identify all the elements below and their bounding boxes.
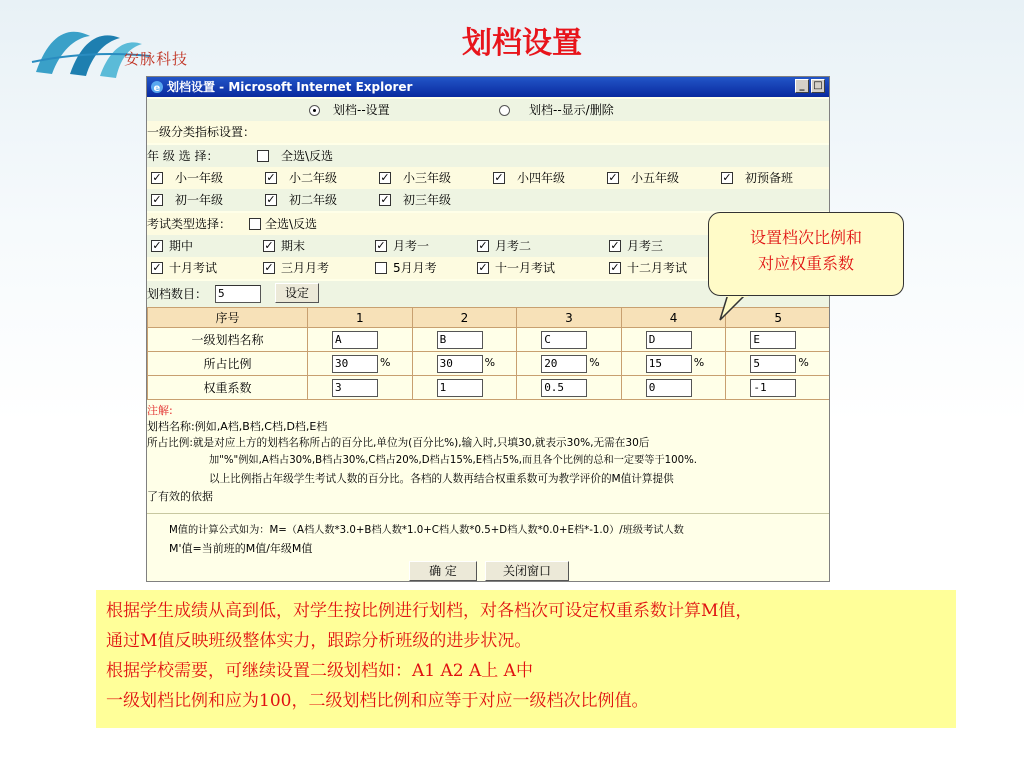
exam-label: 月考三 — [627, 239, 664, 253]
exam-select-label: 考试类型选择： — [147, 217, 232, 231]
grade-name-input[interactable]: D — [646, 331, 692, 349]
grade-name-input[interactable]: B — [437, 331, 483, 349]
notes-title: 注解: — [147, 404, 173, 417]
exam-checkbox[interactable]: ✓ — [610, 239, 620, 252]
exam-label: 三月月考 — [281, 261, 330, 275]
minimize-button[interactable]: _ — [795, 79, 809, 93]
percent-unit: % — [380, 356, 391, 369]
weight-input[interactable]: 1 — [437, 379, 483, 397]
exam-toggle-all-label[interactable]: 全选\反选 — [265, 217, 318, 231]
weight-input[interactable]: -1 — [750, 379, 796, 397]
percent-input[interactable]: 30 — [332, 355, 378, 373]
table-row-names — [148, 328, 831, 352]
grade-checkbox[interactable]: ✓ — [266, 171, 276, 184]
set-count-button[interactable]: 设定 — [275, 283, 319, 303]
percent-input[interactable]: 15 — [646, 355, 692, 373]
grade-row-2 — [147, 189, 829, 211]
table-row-percent — [148, 352, 831, 376]
grade-label: 初预备班 — [745, 171, 794, 185]
percent-unit: % — [589, 356, 600, 369]
weight-input[interactable]: 0 — [646, 379, 692, 397]
exam-checkbox[interactable]: ✓ — [478, 261, 488, 274]
exam-label: 十一月考试 — [495, 261, 556, 275]
percent-input[interactable]: 20 — [541, 355, 587, 373]
mode-radio-show[interactable] — [499, 105, 510, 116]
grade-label: 初二年级 — [289, 193, 338, 207]
grade-checkbox[interactable]: ✓ — [380, 171, 390, 184]
weight-input[interactable]: 3 — [332, 379, 378, 397]
exam-checkbox[interactable]: ✓ — [478, 239, 488, 252]
grade-label: 小一年级 — [175, 171, 224, 185]
window-title: 划档设置 - Microsoft Internet Explorer — [167, 80, 413, 94]
count-label: 划档数目： — [147, 287, 208, 301]
callout-line: 对应权重系数 — [757, 254, 854, 273]
mode-radio-setup[interactable] — [309, 105, 320, 116]
exam-label: 十二月考试 — [627, 261, 688, 275]
callout-tail-icon — [718, 294, 758, 322]
formula-line: M值的计算公式如为：M=（A档人数*3.0+B档人数*1.0+C档人数*0.5+D档人数*0.0+E档*-1.0）/班级考试人数 — [169, 525, 684, 536]
window-titlebar[interactable] — [147, 77, 829, 97]
description-line: 根据学校需要，可继续设置二级划档如：A1 A2 A上 A中 — [106, 661, 533, 681]
row-label: 所占比例 — [148, 352, 308, 376]
ie-icon — [150, 80, 164, 94]
exam-label: 月考一 — [393, 239, 430, 253]
notes-line: 所占比例:就是对应上方的划档名称所占的百分比,单位为(百分比%),输入时,只填30,就表示30%,无需在30后 — [147, 437, 650, 449]
exam-checkbox[interactable]: ✓ — [152, 239, 162, 252]
table-header-cell: 4 — [621, 308, 726, 328]
grade-row-1 — [147, 167, 829, 189]
grade-label: 小四年级 — [517, 171, 566, 185]
grade-label: 小三年级 — [403, 171, 452, 185]
notes-line: 加"%"例如,A档占30%,B档占30%,C档占20%,D档占15%,E档占5%,而且各个比例的总和一定要等于100%. — [209, 455, 697, 466]
ie-window — [146, 76, 830, 582]
notes-line: 以上比例指占年级学生考试人数的百分比。各档的人数再结合权重系数可为教学评价的M值计算提供 — [209, 473, 674, 485]
table-header-cell: 5 — [726, 308, 830, 328]
logo-text: 安脉科技 — [124, 50, 189, 68]
mode-row — [147, 99, 829, 121]
description-line: 通过M值反映班级整体实力，跟踪分析班级的进步状况。 — [106, 631, 532, 651]
slide-title: 划档设置 — [462, 26, 582, 61]
weight-input[interactable]: 0.5 — [541, 379, 587, 397]
grade-checkbox[interactable]: ✓ — [152, 193, 162, 206]
exam-label: 十月考试 — [169, 261, 218, 275]
grade-checkbox[interactable]: ✓ — [152, 171, 162, 184]
ok-button[interactable]: 确 定 — [409, 561, 477, 581]
description-line: 根据学生成绩从高到低，对学生按比例进行划档，对各档次可设定权重系数计算M值， — [106, 601, 753, 621]
exam-toggle-all-checkbox[interactable] — [249, 218, 261, 230]
exam-checkbox[interactable]: ✓ — [264, 261, 274, 274]
description-line: 一级划档比例和应为100，二级划档比例和应等于对应一级档次比例值。 — [106, 691, 649, 711]
exam-checkbox[interactable]: ✓ — [610, 261, 620, 274]
exam-checkbox[interactable]: ✓ — [264, 239, 274, 252]
mode-option-setup[interactable]: 划档--设置 — [333, 103, 390, 117]
exam-label: 5月月考 — [393, 261, 437, 275]
exam-label: 期中 — [169, 239, 194, 253]
notes-line: 划档名称:例如,A档,B档,C档,D档,E档 — [147, 420, 328, 433]
table-header-cell: 1 — [308, 308, 413, 328]
grade-name-input[interactable]: E — [750, 331, 796, 349]
grade-checkbox[interactable]: ✓ — [608, 171, 618, 184]
notes-line: 了有效的依据 — [147, 490, 213, 503]
svg-text:e: e — [153, 83, 161, 94]
exam-label: 期末 — [281, 239, 306, 253]
exam-checkbox[interactable]: ✓ — [376, 239, 386, 252]
grade-checkbox[interactable]: ✓ — [722, 171, 732, 184]
grade-label: 小二年级 — [289, 171, 338, 185]
percent-input[interactable]: 5 — [750, 355, 796, 373]
percent-unit: % — [693, 356, 705, 369]
grade-label: 初一年级 — [175, 193, 224, 207]
table-row-weight — [148, 376, 831, 400]
grade-select-label: 年 级 选 择： — [147, 149, 219, 163]
percent-unit: % — [484, 356, 496, 369]
row-label: 一级划档名称 — [148, 328, 308, 352]
callout-bubble — [708, 212, 904, 296]
section-label: 一级分类指标设置： — [147, 125, 256, 139]
divider — [147, 513, 829, 514]
page-content — [147, 97, 829, 582]
grade-name-input[interactable]: C — [541, 331, 587, 349]
grade-checkbox[interactable]: ✓ — [266, 193, 276, 206]
exam-checkbox[interactable]: ✓ — [152, 261, 162, 274]
percent-input[interactable]: 30 — [437, 355, 483, 373]
grade-toggle-all-checkbox[interactable] — [257, 150, 269, 162]
grade-checkbox[interactable]: ✓ — [380, 193, 390, 206]
grade-toggle-all-label[interactable]: 全选\反选 — [281, 149, 334, 163]
callout-line: 设置档次比例和 — [749, 228, 862, 247]
exam-checkbox[interactable] — [375, 262, 387, 274]
exam-label: 月考二 — [495, 239, 532, 253]
mode-option-show[interactable]: 划档--显示/删除 — [529, 103, 614, 117]
table-header-cell: 2 — [412, 308, 517, 328]
table-header-cell: 序号 — [148, 308, 308, 328]
description-box — [96, 590, 956, 728]
grade-name-input[interactable]: A — [332, 331, 378, 349]
section-row — [147, 121, 829, 143]
percent-unit: % — [798, 356, 809, 369]
formula-line: M'值=当前班的M值/年级M值 — [169, 542, 313, 555]
grade-label: 初三年级 — [403, 193, 452, 207]
grade-checkbox[interactable]: ✓ — [494, 171, 504, 184]
grade-label: 小五年级 — [631, 171, 680, 185]
maximize-button[interactable]: □ — [811, 79, 825, 93]
grade-select-row — [147, 145, 829, 167]
row-label: 权重系数 — [148, 376, 308, 400]
table-header-cell: 3 — [517, 308, 622, 328]
close-window-button[interactable]: 关闭窗口 — [485, 561, 569, 581]
count-input[interactable]: 5 — [215, 285, 261, 303]
